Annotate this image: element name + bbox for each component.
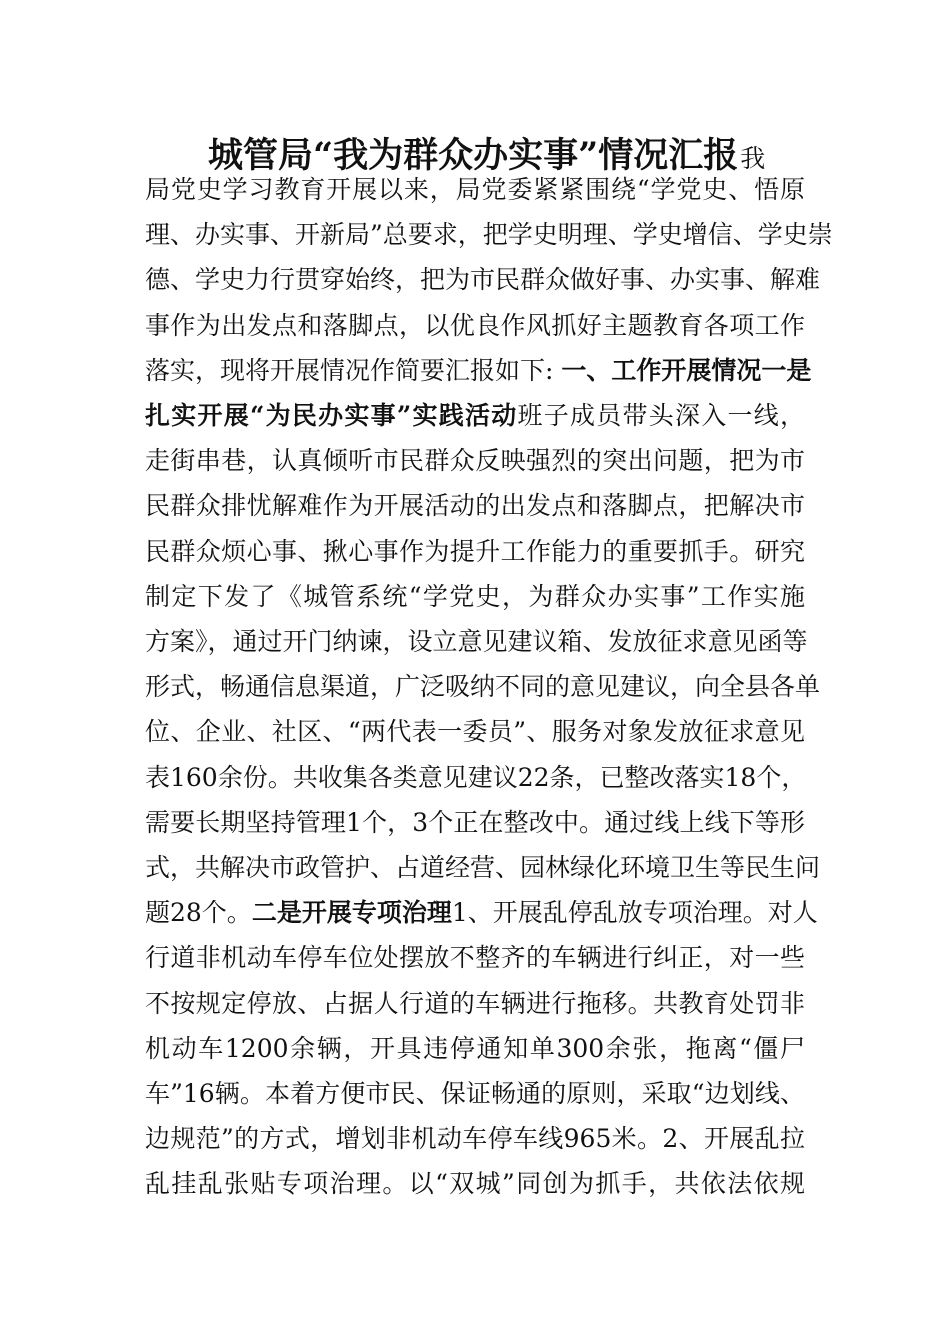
body-line [145,575,805,619]
text-segment: 题28个。 [145,898,252,927]
text-segment: 行道非机动车停车位处摆放不整齐的车辆进行纠正，对一些 [145,943,805,972]
body-line [145,1117,805,1161]
body-line [145,936,805,980]
text-segment: 事作为出发点和落脚点，以优良作风抓好主题教育各项工作 [145,311,805,340]
text-segment: 民群众排忧解难作为开展活动的出发点和落脚点，把解决市 [145,491,805,520]
bold-text-segment: 一、工作开展情况一是 [561,356,812,385]
text-segment: 1、开展乱停乱放专项治理。对人 [451,898,818,927]
text-segment: 表160余份。共收集各类意见建议22条，已整改落实18个， [145,763,807,792]
text-segment: 走街串巷，认真倾听市民群众反映强烈的突出问题，把为市 [145,446,805,475]
bold-text-segment: 扎实开展“为民办实事”实践活动 [145,401,518,430]
text-segment: 式，共解决市政管护、占道经营、园林绿化环境卫生等民生问 [145,853,821,882]
body-line [145,258,821,302]
title-tail-text: 我 [740,144,766,173]
text-segment: 需要长期坚持管理1个，3个正在整改中。通过线上线下等形 [145,808,805,837]
text-segment: 边规范”的方式，增划非机动车停车线965米。2、开展乱拉 [145,1124,805,1153]
text-segment: 民群众烦心事、揪心事作为提升工作能力的重要抓手。研究 [145,537,805,566]
text-segment: 乱挂乱张贴专项治理。以“双城”同创为抓手，共依法依规 [145,1169,805,1198]
body-line [145,484,805,528]
body-line [145,1027,805,1071]
body-line [145,439,805,483]
body-line [145,846,821,890]
body-line [145,349,812,393]
body-line [145,982,805,1026]
document-title: 城管局“我为群众办实事”情况汇报 [208,135,739,176]
text-segment: 形式，畅通信息渠道，广泛吸纳不同的意见建议，向全县各单 [145,672,821,701]
text-segment: 局党史学习教育开展以来，局党委紧紧围绕“学党史、悟原 [145,175,805,204]
text-segment: 不按规定停放、占据人行道的车辆进行拖移。共教育处罚非 [145,989,805,1018]
body-line [145,665,821,709]
text-segment: 位、企业、社区、“两代表一委员”、服务对象发放征求意见 [145,717,805,746]
body-line [145,620,808,664]
body-line [145,394,805,438]
body-line [145,710,805,754]
body-line [145,1162,805,1206]
body-line [145,801,805,845]
text-segment: 车”16辆。本着方便市民、保证畅通的原则，采取“边划线、 [145,1079,805,1108]
body-line [145,304,805,348]
text-segment: 落实，现将开展情况作简要汇报如下: [145,356,562,385]
text-segment: 理、办实事、开新局”总要求，把学史明理、学史增信、学史崇 [145,220,833,249]
body-line [145,756,805,800]
text-segment: 方案》，通过开门纳谏，设立意见建议箱、发放征求意见函等 [145,627,808,656]
body-line [145,891,818,935]
text-segment: 机动车1200余辆，开具违停通知单300余张，拖离“僵尸 [145,1034,805,1063]
body-line [145,530,805,574]
text-segment: 德、学史力行贯穿始终，把为市民群众做好事、办实事、解难 [145,265,821,294]
bold-text-segment: 二是开展专项治理 [251,898,452,927]
body-line [145,168,805,212]
text-segment: 制定下发了《城管系统“学党史，为群众办实事”工作实施 [145,582,805,611]
body-line [145,1072,805,1116]
body-line [145,213,833,257]
text-segment: 班子成员带头深入一线， [517,401,805,430]
